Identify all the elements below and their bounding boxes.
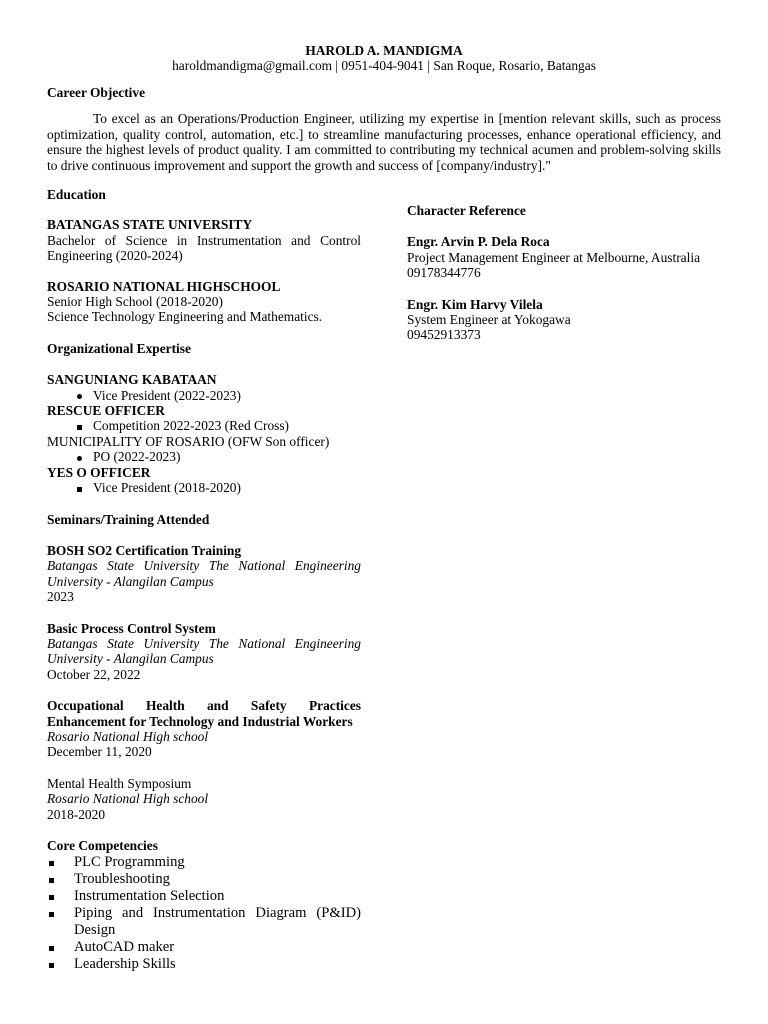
seminar-date: October 22, 2022	[47, 666, 141, 682]
reference-position: Project Management Engineer at Melbourne, Australia	[407, 249, 701, 265]
list-item: PLC Programming	[47, 854, 361, 871]
strand: Science Technology Engineering and Mathematics.	[47, 309, 323, 325]
list-item: Instrumentation Selection	[47, 888, 361, 905]
reference-name: Engr. Arvin P. Dela Roca	[407, 234, 550, 250]
left-column	[47, 187, 361, 973]
org-name: SANGUNIANG KABATAAN	[47, 372, 217, 388]
degree: Bachelor of Science in Instrumentation and Control Engineering (2020-2024)	[47, 232, 361, 264]
seminar-venue: Batangas State University The National Engineering University - Alangilan Campus	[47, 635, 361, 667]
seminars-title: Seminars/Training Attended	[47, 511, 210, 527]
org-role: Vice President (2022-2023)	[47, 388, 361, 403]
organizational-title: Organizational Expertise	[47, 340, 191, 356]
career-objective-section	[47, 85, 721, 173]
reference-entry	[407, 297, 727, 343]
seminar-name: BOSH SO2 Certification Training	[47, 542, 242, 558]
org-name: RESCUE OFFICER	[47, 403, 165, 419]
references-title: Character Reference	[407, 203, 526, 218]
org-role: PO (2022-2023)	[47, 449, 361, 464]
seminar-entry	[47, 621, 361, 683]
education-entry	[47, 217, 361, 263]
seminar-date: 2018-2020	[47, 806, 106, 822]
education-title: Education	[47, 187, 106, 202]
org-name: YES O OFFICER	[47, 464, 151, 480]
seminar-entry	[47, 543, 361, 605]
seminar-venue: Rosario National High school	[47, 728, 209, 744]
seminar-venue: Batangas State University The National Engineering University - Alangilan Campus	[47, 558, 361, 589]
square-bullet-icon	[49, 854, 54, 871]
resume-header	[0, 43, 768, 74]
org-role: Vice President (2018-2020)	[47, 480, 361, 495]
competencies-list	[47, 854, 361, 973]
seminar-date: December 11, 2020	[47, 744, 152, 760]
list-item: Troubleshooting	[47, 871, 361, 888]
square-bullet-icon	[72, 480, 86, 495]
round-bullet-icon	[72, 388, 86, 403]
degree: Senior High School (2018-2020)	[47, 294, 223, 310]
right-column	[407, 203, 727, 343]
seminar-entry	[47, 698, 361, 760]
reference-phone: 09452913373	[407, 327, 481, 343]
reference-entry	[407, 234, 727, 280]
round-bullet-icon	[72, 449, 86, 464]
square-bullet-icon	[49, 871, 54, 888]
reference-position: System Engineer at Yokogawa	[407, 312, 571, 328]
org-role: Competition 2022-2023 (Red Cross)	[47, 418, 361, 433]
reference-phone: 09178344776	[407, 265, 481, 281]
school-name: ROSARIO NATIONAL HIGHSCHOOL	[47, 278, 281, 294]
org-list	[47, 372, 361, 495]
school-name: BATANGAS STATE UNIVERSITY	[47, 217, 253, 233]
contact-line: haroldmandigma@gmail.com | 0951-404-9041 | San Roque, Rosario, Batangas	[172, 58, 596, 74]
career-objective-text: To excel as an Operations/Production Engineer, utilizing my expertise in [mention relevant skills, such as process optimization, quality control, automation, etc.] to streamline manufacturing processes, enhance operational efficiency, and ensure the highest levels of product quality. I am committed to contributing my technical acumen and problem-solving skills to drive continuous improvement and support the growth and success of [company/industry]."	[47, 111, 721, 173]
list-item: AutoCAD maker	[47, 939, 361, 956]
seminar-entry	[47, 776, 361, 822]
seminar-name: Basic Process Control System	[47, 620, 216, 636]
list-item: Piping and Instrumentation Diagram (P&ID) Design	[47, 905, 361, 939]
seminar-name: Mental Health Symposium	[47, 775, 192, 791]
seminar-name: Occupational Health and Safety Practices Enhancement for Technology and Industrial Workers	[47, 698, 361, 729]
square-bullet-icon	[49, 905, 54, 922]
seminar-venue: Rosario National High school	[47, 791, 209, 807]
square-bullet-icon	[49, 888, 54, 905]
square-bullet-icon	[72, 418, 86, 433]
education-entry	[47, 279, 361, 325]
seminar-date: 2023	[47, 589, 74, 605]
career-objective-title: Career Objective	[47, 85, 146, 100]
square-bullet-icon	[49, 956, 54, 973]
square-bullet-icon	[49, 939, 54, 956]
competencies-title: Core Competencies	[47, 838, 158, 853]
org-name: MUNICIPALITY OF ROSARIO (OFW Son officer)	[47, 433, 330, 449]
reference-name: Engr. Kim Harvy Vilela	[407, 296, 543, 312]
applicant-name: HAROLD A. MANDIGMA	[305, 43, 463, 58]
list-item: Leadership Skills	[47, 956, 361, 973]
